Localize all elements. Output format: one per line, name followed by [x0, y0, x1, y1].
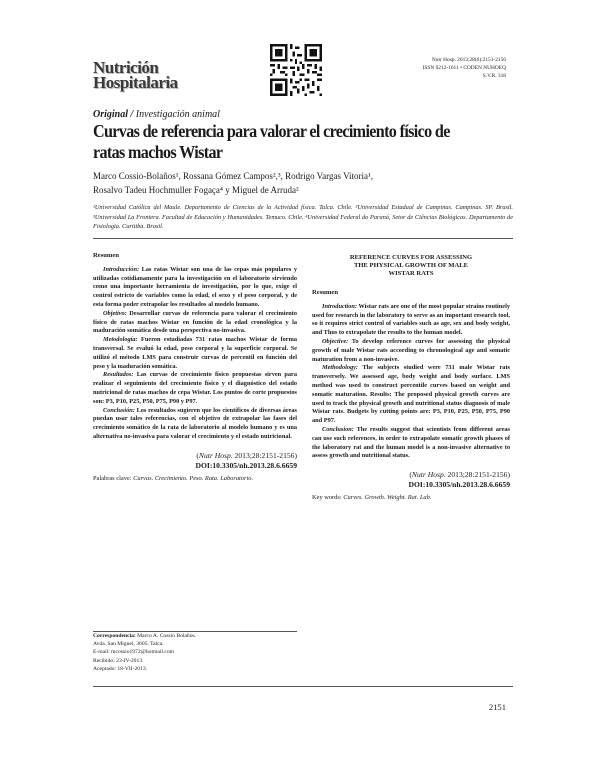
journal-svr: S.V.R. 318	[482, 73, 506, 79]
abstract-keywords	[312, 494, 510, 503]
received-date: Recibido: 23-IV-2013.	[93, 658, 144, 664]
cite-open: (	[196, 450, 199, 460]
correspondence-divider	[93, 631, 297, 632]
article-section	[93, 109, 220, 120]
text-introduccion: Las ratas Wistar son una de las cepas más populares y utilizadas cotidianamente para la investigación en el laboratorio sirviendo como una importante herramienta de investigación, por lo que, exige el control estricto de variables como la edad, el sexo y el peso corporal, y de esta forma poder extrapolar los resultados al modelo humano.	[93, 265, 297, 308]
keywords-text: Curvas. Crecimiento. Peso. Rata. Laboratorio.	[133, 474, 254, 482]
resumen-objetivo	[93, 310, 297, 336]
abstract-title-line-3: WISTAR RATS	[388, 270, 434, 277]
keywords-label: Palabras clave:	[93, 474, 134, 482]
text-metodologia: Fueron estudiadas 731 ratas machos Wistar de forma transversal. Se evaluó la edad, peso corporal y la superficie corporal. Se utilizó el método LMS para construir curvas de percentil en función del peso y la maduración somática.	[93, 336, 297, 370]
abstract-column	[312, 254, 510, 503]
resumen-column	[93, 252, 297, 483]
resumen-introduccion	[93, 266, 297, 310]
text-conclusion-en: The results suggest that scientists from different areas can use such references, in order to extrapolate somatic growth phases of the laboratory rat and the human model is a non-invasive alternative to assess growth and nutritional status.	[312, 425, 510, 460]
resumen-citation	[93, 451, 297, 461]
cite-journal: Nutr Hosp.	[198, 450, 233, 460]
logo-line-1: Nutrición	[93, 58, 159, 77]
abstract-introduction	[312, 303, 510, 338]
abstract-methodology	[312, 364, 510, 426]
abstract-title	[312, 254, 510, 278]
resumen-conclusion	[93, 407, 297, 442]
accepted-date: Aceptado: 18-VII-2013.	[93, 665, 148, 672]
label-methodology: Methodology:	[322, 364, 359, 372]
journal-citation: Nutr Hosp. 2013;28(6):2151-2156	[431, 57, 506, 63]
keywords-label-en: Key words:	[312, 494, 344, 502]
label-resultados: Resultados:	[103, 371, 134, 379]
text-introduction: Wistar rats are one of the most popular strains routinely used for research in the laboratory to serve as an important research tool, so it requires strict control of variables such as age, sex and body weight, and Thus to extrapolate the results to the human model.	[312, 302, 510, 337]
text-methodology: The subjects studied were 731 male Wistar rats transversely. We assessed age, body weight and body surface. LMS method was used to construct percentile curves based on weight and somatic maturation. Results: The proposed physical growth curves are used to track the physical growth and nutritional status diagnosis of male Wistar rats. Budgets by cutting points are: P3, P10, P25, P50, P75, P90 and P97.	[312, 364, 510, 425]
label-metodologia: Metodología:	[103, 336, 138, 344]
article-title: Curvas de referencia para valorar el crecimiento físico de ratas machos Wistar	[93, 121, 450, 162]
text-objetivo: Desarrollar curvas de referencia para valorar el crecimiento físico de ratas machos Wistar en función de la edad cronológica y la maduración somática desde una perspectiva no-invasiva.	[93, 309, 297, 335]
cite-rest: 2013;28:2151-2156)	[232, 450, 297, 460]
abstract-objective	[312, 338, 510, 364]
text-conclusion: Los resultados sugieren que los científicos de diversas áreas puedan usar tales referencias, con el objetivo de extrapolar las fases del crecimiento somático de la rata de laboratorio al modelo humano y es una alternativa no-invasiva para valorar el crecimiento y el estado nutricional.	[93, 406, 297, 440]
correspondence-label: Correspondencia:	[93, 633, 136, 639]
abstract-citation	[312, 470, 510, 480]
resumen-resultados	[93, 371, 297, 406]
keywords-text-en: Curves. Growth. Weight. Rat. Lab.	[343, 494, 432, 502]
abstract-doi[interactable]: DOI:10.3305/nh.2013.28.6.6659	[408, 480, 510, 490]
correspondence-email[interactable]: E-mail: mcossio1972@hotmail.com	[93, 648, 174, 655]
affiliations: ¹Universidad Católica del Maule. Departamento de Ciencias de la Actividad física. Talca. Chile. ²Universidad Estadual de Campinas. Campinas. SP. Brasil. ³Universidad La Frontera. Facultad de Educación y Humanidades. Temuco. Chile. ⁴Universidad Federal do Paraná, Setor de Ciências Biológicas. Departamento de Fisiologia. Curitiba. Brasil.	[93, 204, 513, 231]
text-resultados: Las curvas de crecimiento físico propuestas sirven para realizar el seguimiento del crecimiento físico y el diagnóstico del estado nutricional de ratas machos de cepa Wistar. Los puntos de corte propuestos son: P3, P10, P25, P50, P75, P90 y P97.	[93, 371, 297, 405]
abstract-title-line-2: THE PHYSICAL GROWTH OF MALE	[353, 262, 469, 269]
cite-journal-en: Nutr Hosp.	[411, 470, 446, 480]
label-conclusion-en: Conclusion:	[322, 425, 354, 433]
correspondence-name-line	[93, 633, 297, 641]
journal-issn: ISSN 0212-1611 • CODEN NUHOEQ	[422, 65, 506, 71]
abstract-title-line-1: REFERENCE CURVES FOR ASSESSING	[349, 254, 473, 261]
label-objective: Objective:	[322, 337, 349, 345]
resumen-keywords	[93, 475, 297, 484]
footer-divider	[93, 686, 513, 687]
abstract-conclusion	[312, 426, 510, 461]
qr-code-icon	[270, 44, 322, 96]
article-dates	[93, 658, 297, 674]
section-subtype: Investigación animal	[135, 109, 220, 120]
section-type: Original /	[93, 109, 134, 120]
text-objective: To develop reference curves for assessing the physical growth of male Wistar rats according to chronological age and somatic maturation from a non-invasive.	[312, 337, 510, 363]
author-list	[93, 169, 513, 197]
logo-line-2: Hospitalaria	[93, 73, 178, 92]
correspondence-block	[93, 633, 297, 656]
correspondence-name: Marco A. Cossio Bolaños.	[135, 633, 197, 639]
resumen-heading: Resumen	[93, 252, 120, 259]
authors-line-2: Rosalvo Tadeu Hochmuller Fogaça⁴ y Miguel de Arruda²	[93, 185, 299, 195]
correspondence-address: Avda. San Miguel, 3605. Talca.	[93, 640, 164, 647]
page-number: 2151	[488, 702, 506, 712]
resumen-metodologia	[93, 336, 297, 371]
journal-meta	[423, 56, 506, 80]
journal-logo	[93, 60, 193, 90]
label-introduccion: Introducción:	[103, 265, 140, 273]
label-introduction: Introduction:	[322, 302, 357, 310]
abstract-heading: Resumen	[312, 289, 339, 296]
resumen-doi[interactable]: DOI:10.3305/nh.2013.28.6.6659	[195, 460, 297, 470]
header-divider	[93, 238, 513, 239]
cite-rest-en: 2013;28:2151-2156)	[445, 470, 510, 480]
label-conclusion: Conclusión:	[103, 406, 135, 414]
label-objetivo: Objetivo:	[103, 309, 127, 317]
cite-open-en: (	[409, 470, 412, 480]
authors-line-1: Marco Cossio-Bolaños¹, Rossana Gómez Campos²,³, Rodrigo Vargas Vitoria¹,	[93, 171, 373, 181]
